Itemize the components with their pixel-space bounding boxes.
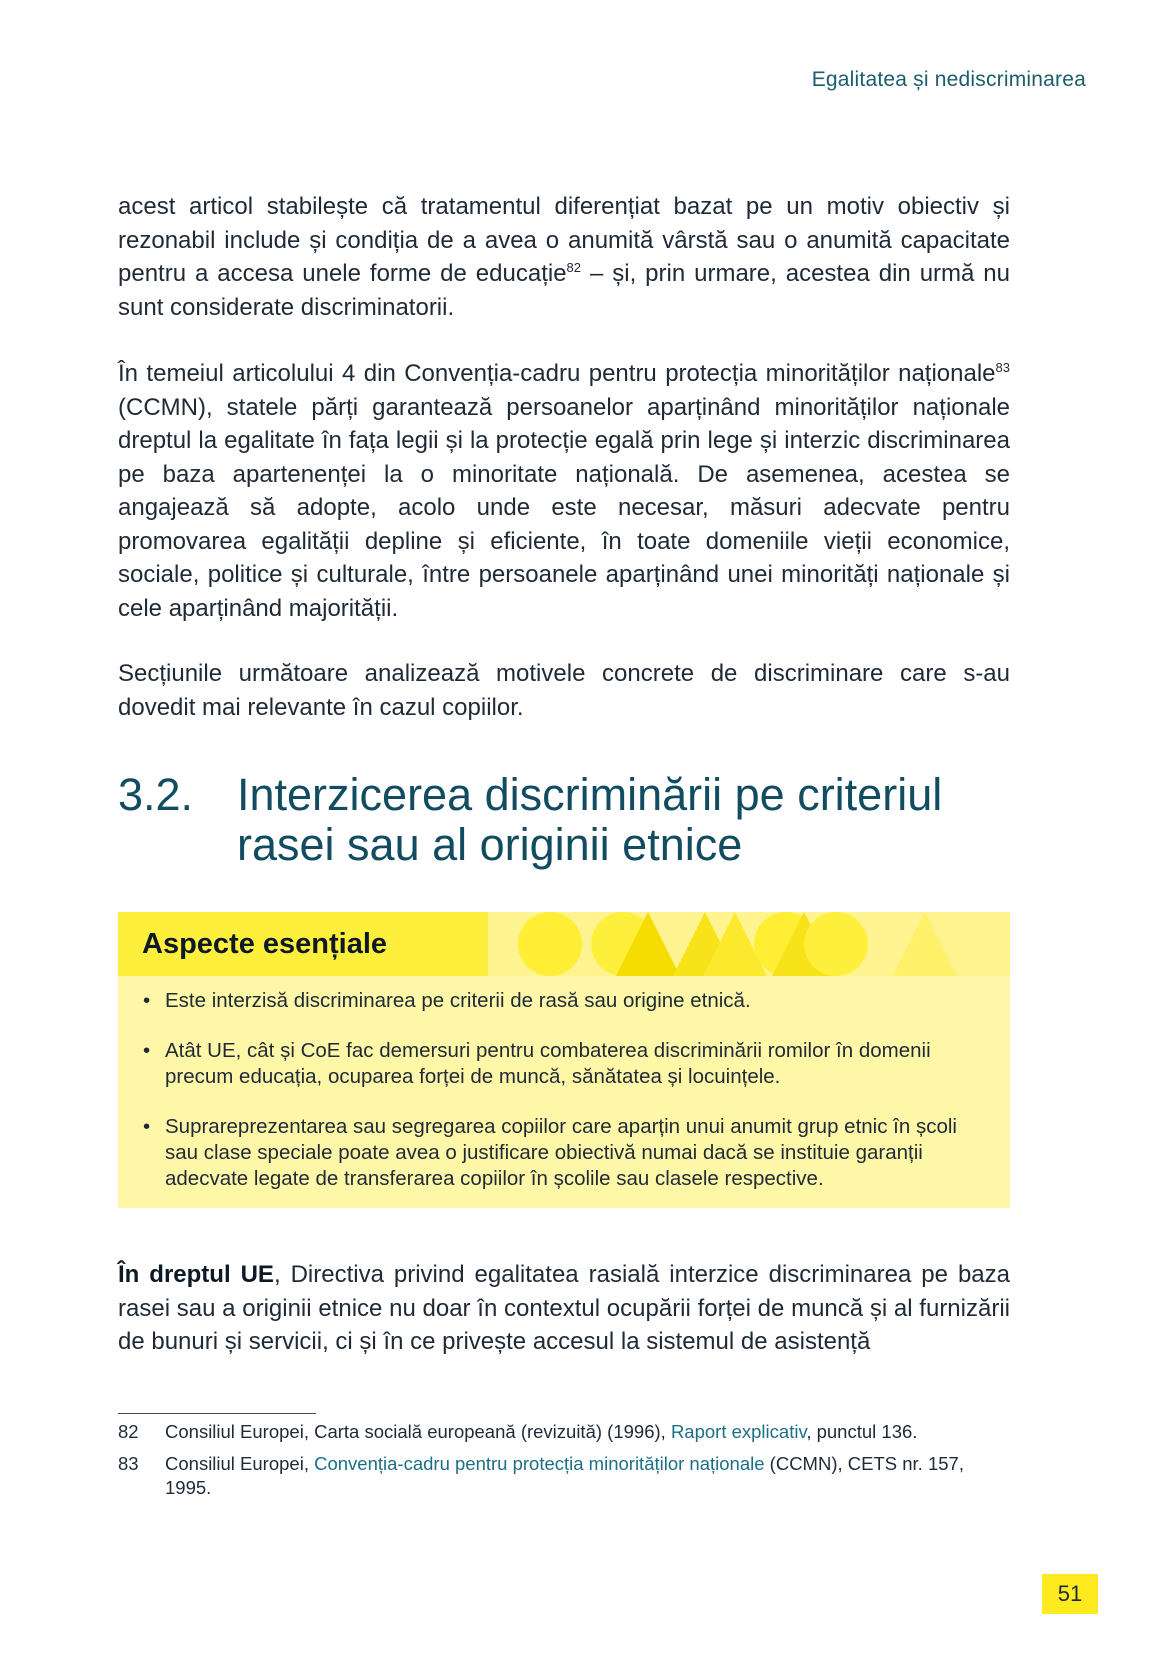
footnote-text-after: , punctul 136. (806, 1421, 918, 1442)
footnote-text-after: (CCMN), CETS nr. 157, 1995. (165, 1453, 964, 1498)
list-item (140, 1038, 970, 1090)
list-item-text: Suprareprezentarea sau segregarea copiilor care aparțin unui anumit grup etnic în școli sau clase speciale poate avea o justificare obiectivă numai dacă se instituie garanții adecvate legate de transferarea copiilor în școlile sau clasele respective. (165, 1115, 957, 1190)
footnote-number: 82 (118, 1421, 139, 1442)
footnote-text-before: Consiliul Europei, (165, 1453, 315, 1474)
footnote-link[interactable]: Convenția-cadru pentru protecția minorităților naționale (314, 1453, 765, 1474)
list-item (140, 1114, 970, 1192)
paragraph-ccmn (118, 357, 1010, 625)
list-item (140, 988, 970, 1014)
paragraph-text: – și, prin urmare, acestea din urmă nu sunt considerate discriminatorii. (118, 260, 1010, 321)
footnote-82 (118, 1420, 1010, 1444)
paragraph-sections: Secțiunile următoare analizează motivele concrete de discriminare care s-au dovedit mai relevante în cazul copiilor. (118, 660, 1010, 721)
footnote-number: 83 (118, 1453, 139, 1474)
footnote-text (165, 1420, 1010, 1444)
section-heading (118, 770, 1018, 870)
bullet-icon: • (143, 1039, 151, 1062)
bullet-icon: • (143, 989, 151, 1012)
paragraph-emphasis: În dreptul UE (118, 1261, 274, 1288)
decorative-shapes-icon (488, 912, 1010, 976)
key-points-box (118, 912, 1010, 1208)
footnote-text-before: Consiliul Europei, Carta socială europeană (revizuită) (1996), (165, 1421, 671, 1442)
paragraph-text: , Directiva privind egalitatea rasială interzice discriminarea pe baza rasei sau a originii etnice nu doar în contextul ocupării forței de muncă și al furnizării de bunuri și servicii, ci și în ce privește accesul la sistemul de asistență (118, 1261, 1010, 1355)
footnote-ref-82[interactable]: 82 (566, 260, 582, 275)
list-item-text: Este interzisă discriminarea pe criterii de rasă sau origine etnică. (165, 989, 751, 1012)
footnotes (118, 1420, 1010, 1508)
bullet-icon: • (143, 1115, 151, 1138)
key-points-header (118, 912, 1010, 976)
key-points-title: Aspecte esențiale (142, 928, 388, 960)
section-number: 3.2. (118, 769, 194, 820)
paragraph-eu-law (118, 1258, 1010, 1359)
paragraph-intro (118, 190, 1010, 324)
paragraph-text: În temeiul articolului 4 din Convenția-cadru pentru protecția minorităților naționale (118, 360, 996, 387)
paragraph-text: acest articol stabilește că tratamentul diferențiat bazat pe un motiv obiectiv și rezonabil include și condiția de a avea o anumită vârstă sau o anumită capacitate pentru a accesa unele forme de educație (118, 193, 1010, 287)
running-title: Egalitatea și nediscriminarea (811, 68, 1086, 91)
footnote-divider (118, 1413, 316, 1414)
key-points-list (140, 988, 970, 1216)
page-number: 51 (1042, 1574, 1098, 1614)
footnote-link[interactable]: Raport explicativ (670, 1421, 807, 1442)
footnote-83 (118, 1452, 1010, 1500)
section-title: Interzicerea discriminării pe criteriul rasei sau al originii etnice (237, 769, 943, 870)
footnote-text (165, 1452, 1010, 1500)
paragraph-text: (CCMN), statele părți garantează persoanelor aparținând minorităților naționale dreptul la egalitate în fața legii și la protecție egală prin lege și interzic discriminarea pe baza apartenenței la o minoritate națională. De asemenea, acestea se angajează să adopte, acolo unde este necesar, măsuri adecvate pentru promovarea egalității depline și eficiente, în toate domeniile vieții economice, sociale, politice și culturale, între persoanele aparținând unei minorități naționale și cele aparținând majorității. (118, 393, 1010, 622)
footnote-ref-83[interactable]: 83 (995, 360, 1010, 375)
list-item-text: Atât UE, cât și CoE fac demersuri pentru combaterea discriminării romilor în domenii precum educația, ocuparea forței de muncă, sănătatea și locuințele. (165, 1039, 931, 1088)
